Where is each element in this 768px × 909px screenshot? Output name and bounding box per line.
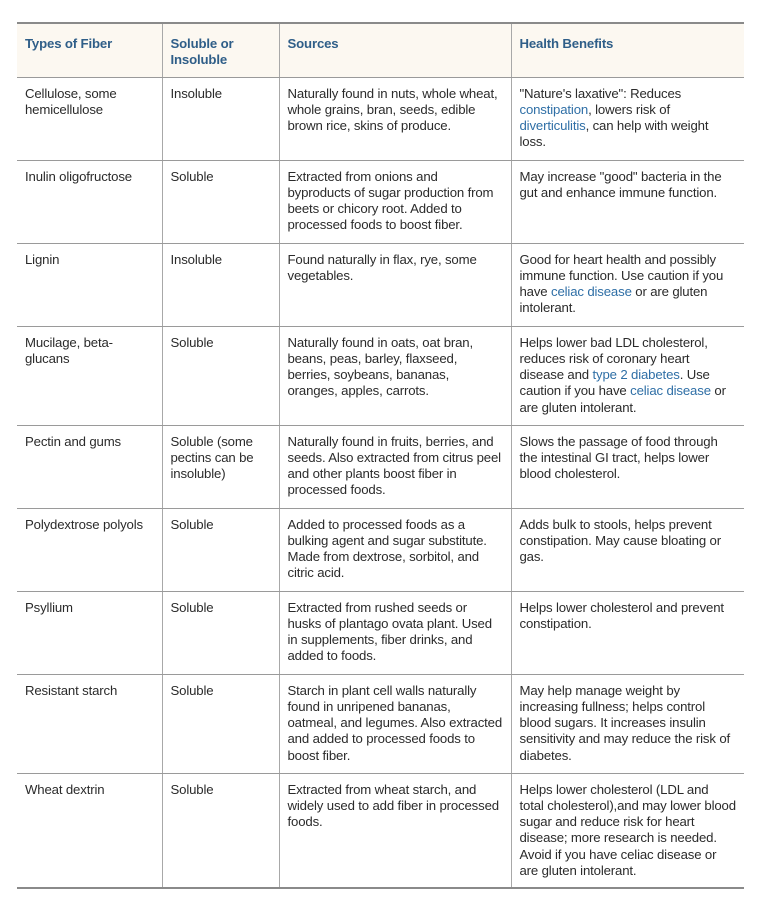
- benefits-cell: [511, 326, 744, 425]
- constipation-link[interactable]: constipation: [519, 101, 589, 117]
- benefits-cell: Helps lower cholesterol (LDL and total cholesterol),and may lower blood sugar and reduce risk for heart disease; more research is needed. Avoid if you have celiac disease or are gluten intolerant.: [511, 773, 744, 888]
- benefits-text: "Nature's laxative": Reduces: [519, 85, 682, 101]
- fiber-type-cell: Mucilage, beta-glucans: [17, 326, 162, 425]
- table-row: [17, 773, 744, 888]
- benefits-text: . Use caution if you have: [519, 367, 710, 399]
- type-2-diabetes-link[interactable]: type 2 diabetes: [592, 367, 680, 383]
- benefits-text: , can help with weight loss.: [519, 118, 709, 150]
- benefits-cell: [511, 243, 744, 326]
- fiber-types-table: [17, 22, 744, 889]
- diverticulitis-link[interactable]: diverticulitis: [519, 118, 586, 134]
- table-row: [17, 160, 744, 243]
- celiac-disease-link[interactable]: celiac disease: [551, 284, 632, 300]
- table-row: [17, 77, 744, 160]
- solubility-cell: Soluble (some pectins can be insoluble): [162, 425, 279, 508]
- sources-cell: Starch in plant cell walls naturally found in unripened bananas, oatmeal, and legumes. Also extracted and added to processed foods to boost fiber.: [279, 674, 511, 773]
- header-health-benefits: Health Benefits: [511, 23, 744, 77]
- fiber-type-cell: Lignin: [17, 243, 162, 326]
- fiber-type-cell: Resistant starch: [17, 674, 162, 773]
- sources-cell: Extracted from wheat starch, and widely used to add fiber in processed foods.: [279, 773, 511, 888]
- benefits-text: or are gluten intolerant.: [519, 383, 726, 415]
- fiber-type-cell: Cellulose, some hemicellulose: [17, 77, 162, 160]
- solubility-cell: Soluble: [162, 591, 279, 674]
- solubility-cell: Insoluble: [162, 243, 279, 326]
- sources-cell: Naturally found in fruits, berries, and seeds. Also extracted from citrus peel and other plants boost fiber in processed foods.: [279, 425, 511, 508]
- sources-cell: Extracted from rushed seeds or husks of plantago ovata plant. Used in supplements, fiber drinks, and added to foods.: [279, 591, 511, 674]
- solubility-cell: Soluble: [162, 160, 279, 243]
- solubility-cell: Soluble: [162, 773, 279, 888]
- benefits-cell: May increase "good" bacteria in the gut and enhance immune function.: [511, 160, 744, 243]
- solubility-cell: Soluble: [162, 674, 279, 773]
- table-row: [17, 243, 744, 326]
- table-row: [17, 508, 744, 591]
- table-row: [17, 591, 744, 674]
- benefits-cell: Helps lower cholesterol and prevent constipation.: [511, 591, 744, 674]
- sources-cell: Found naturally in flax, rye, some vegetables.: [279, 243, 511, 326]
- table-row: [17, 326, 744, 425]
- fiber-type-cell: Inulin oligofructose: [17, 160, 162, 243]
- benefits-cell: May help manage weight by increasing fullness; helps control blood sugars. It increases insulin sensitivity and may reduce the risk of diabetes.: [511, 674, 744, 773]
- solubility-cell: Insoluble: [162, 77, 279, 160]
- celiac-disease-link[interactable]: celiac disease: [630, 383, 711, 399]
- fiber-type-cell: Polydextrose polyols: [17, 508, 162, 591]
- sources-cell: Naturally found in oats, oat bran, beans, peas, barley, flaxseed, berries, soybeans, bananas, oranges, apples, carrots.: [279, 326, 511, 425]
- header-sources: Sources: [279, 23, 511, 77]
- fiber-type-cell: Psyllium: [17, 591, 162, 674]
- sources-cell: Naturally found in nuts, whole wheat, whole grains, bran, seeds, edible brown rice, skins of produce.: [279, 77, 511, 160]
- table-header-row: [17, 23, 744, 77]
- sources-cell: Extracted from onions and byproducts of sugar production from beets or chicory root. Added to processed foods to boost fiber.: [279, 160, 511, 243]
- sources-cell: Added to processed foods as a bulking agent and sugar substitute. Made from dextrose, sorbitol, and citric acid.: [279, 508, 511, 591]
- solubility-cell: Soluble: [162, 508, 279, 591]
- benefits-text: , lowers risk of: [588, 101, 670, 117]
- benefits-text: Good for heart health and possibly immune function. Use caution if you have: [519, 251, 724, 300]
- header-types-of-fiber: Types of Fiber: [17, 23, 162, 77]
- benefits-text: Helps lower bad LDL cholesterol, reduces risk of coronary heart disease and: [519, 334, 708, 383]
- benefits-text: or are gluten intolerant.: [519, 284, 708, 316]
- fiber-type-cell: Wheat dextrin: [17, 773, 162, 888]
- benefits-cell: Slows the passage of food through the intestinal GI tract, helps lower blood cholesterol.: [511, 425, 744, 508]
- solubility-cell: Soluble: [162, 326, 279, 425]
- benefits-cell: [511, 77, 744, 160]
- table-row: [17, 674, 744, 773]
- fiber-type-cell: Pectin and gums: [17, 425, 162, 508]
- benefits-cell: Adds bulk to stools, helps prevent constipation. May cause bloating or gas.: [511, 508, 744, 591]
- table-row: [17, 425, 744, 508]
- header-soluble-or-insoluble: Soluble or Insoluble: [162, 23, 279, 77]
